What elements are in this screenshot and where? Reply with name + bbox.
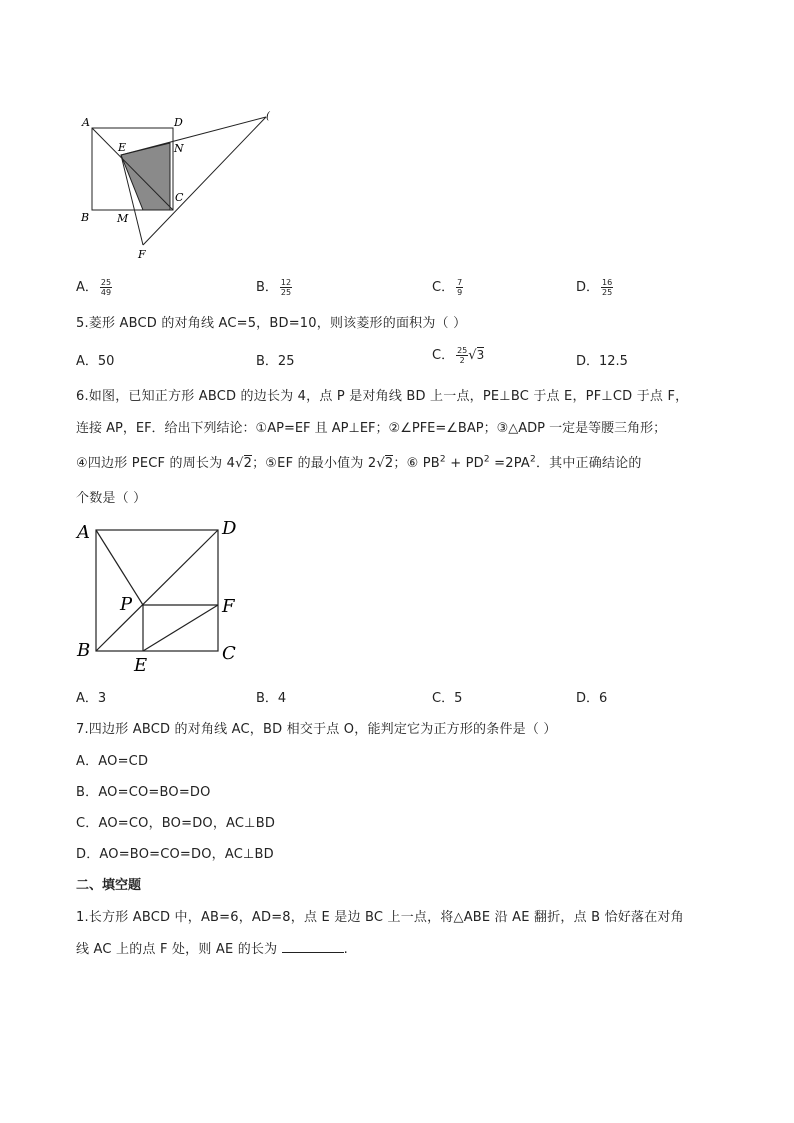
svg-text:A: A (77, 522, 90, 543)
q6-option-c: C．5 (432, 691, 463, 706)
svg-text:M: M (117, 212, 129, 225)
q6-line4: 个数是（ ） (76, 491, 147, 506)
q7-option-a: A．AO=CD (76, 754, 149, 769)
fill1-line2: 线 AC 上的点 F 处，则 AE 的长为 . (76, 942, 349, 957)
fill1-line1: 1.长方形 ABCD 中，AB=6，AD=8，点 E 是边 BC 上一点，将△ABE 沿 AE 翻折，点 B 恰好落在对角 (76, 910, 684, 925)
q4-option-b: B． $\frac{12}{25}$ (256, 278, 292, 297)
q7-option-c: C．AO=CO，BO=DO，AC⊥BD (76, 816, 276, 831)
q7-option-d: D．AO=BO=CO=DO，AC⊥BD (76, 847, 274, 862)
svg-text:F: F (138, 248, 146, 261)
svg-text:F: F (222, 596, 235, 617)
svg-text:E: E (134, 655, 148, 676)
q4-option-d: D． $\frac{16}{25}$ (576, 278, 613, 297)
q6-option-d: D．6 (576, 691, 608, 706)
svg-text:C: C (175, 191, 184, 204)
q4-option-a: A． $\frac{25}{49}$ (76, 278, 112, 297)
figure-square-triangle (76, 108, 286, 263)
svg-text:C: C (222, 643, 236, 664)
q5-option-b: B．25 (256, 354, 295, 369)
svg-text:D: D (174, 116, 183, 129)
answer-blank[interactable] (282, 940, 344, 953)
svg-text:A: A (82, 116, 90, 129)
q6-line2: 连接 AP，EF．给出下列结论：①AP=EF 且 AP⊥EF；②∠PFE=∠BAP；③△ADP 一定是等腰三角形； (76, 421, 667, 436)
svg-text:(: ( (266, 111, 270, 122)
section-heading: 二、填空题 (76, 878, 142, 893)
q6-option-a: A．3 (76, 691, 107, 706)
q6-option-b: B．4 (256, 691, 287, 706)
svg-text:D: D (222, 518, 237, 539)
svg-text:B: B (81, 211, 90, 224)
q5-option-c: C． $\frac{25}{2}$ √3 (432, 346, 485, 365)
q4-option-c: C． $\frac{7}{9}$ (432, 278, 463, 297)
svg-text:P: P (120, 594, 133, 615)
q6-line3: ④四边形 PECF 的周长为 4√2；⑤EF 的最小值为 2√2；⑥ $PB^2 + PD^2 =2PA^2$．其中正确结论的 (76, 454, 642, 471)
q7-stem: 7.四边形 ABCD 的对角线 AC，BD 相交于点 O，能判定它为正方形的条件是（ ） (76, 722, 557, 737)
q5-option-d: D．12.5 (576, 354, 628, 369)
q5-stem: 5.菱形 ABCD 的对角线 AC=5，BD=10，则该菱形的面积为（ ） (76, 316, 467, 331)
q5-option-a: A．50 (76, 354, 115, 369)
q6-line1: 6.如图，已知正方形 ABCD 的边长为 4，点 P 是对角线 BD 上一点，PE⊥BC 于点 E，PF⊥CD 于点 F， (76, 389, 689, 404)
figure-square-pecf (70, 512, 250, 678)
svg-text:E: E (118, 141, 127, 154)
q7-option-b: B．AO=CO=BO=DO (76, 785, 211, 800)
svg-text:N: N (174, 142, 184, 155)
svg-text:B: B (77, 640, 91, 661)
